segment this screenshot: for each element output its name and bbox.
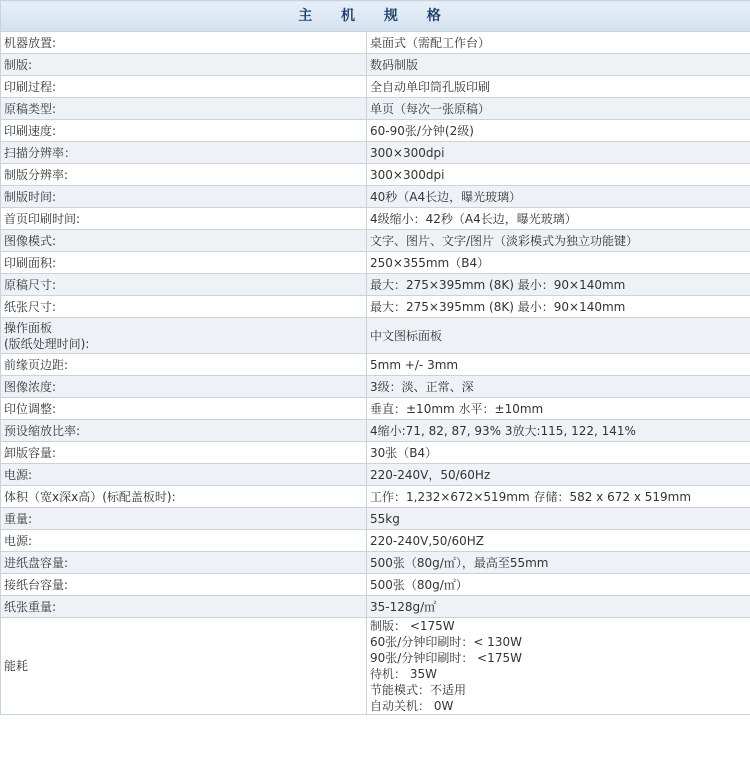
row-label: 接纸台容量: — [1, 574, 367, 596]
table-row — [1, 208, 750, 230]
power-line: 自动关机： 0W — [370, 699, 454, 713]
row-value: 桌面式（需配工作台） — [367, 32, 750, 54]
row-value: 40秒（A4长边，曝光玻璃） — [367, 186, 750, 208]
power-line: 60张/分钟印刷时：< 130W — [370, 635, 522, 649]
row-label: 图像模式: — [1, 230, 367, 252]
row-label: 进纸盘容量: — [1, 552, 367, 574]
row-label: 图像浓度: — [1, 376, 367, 398]
row-label: 机器放置: — [1, 32, 367, 54]
row-label: 印刷面积: — [1, 252, 367, 274]
row-value: 数码制版 — [367, 54, 750, 76]
row-label: 原稿类型: — [1, 98, 367, 120]
row-value: 300×300dpi — [367, 164, 750, 186]
table-row — [1, 464, 750, 486]
row-value: 文字、图片、文字/图片（淡彩模式为独立功能键） — [367, 230, 750, 252]
table-row — [1, 508, 750, 530]
row-value: 4缩小:71, 82, 87, 93% 3放大:115, 122, 141% — [367, 420, 750, 442]
table-row-operation-panel — [1, 318, 750, 354]
row-label: 原稿尺寸: — [1, 274, 367, 296]
row-label: 印位调整: — [1, 398, 367, 420]
power-line: 待机： 35W — [370, 667, 437, 681]
row-label: 预设缩放比率: — [1, 420, 367, 442]
table-row — [1, 274, 750, 296]
row-label: 印刷过程: — [1, 76, 367, 98]
row-label: 纸张尺寸: — [1, 296, 367, 318]
table-row — [1, 186, 750, 208]
row-label: 电源: — [1, 530, 367, 552]
table-title: 主 机 规 格 — [1, 1, 750, 32]
row-value: 300×300dpi — [367, 142, 750, 164]
table-row — [1, 142, 750, 164]
row-label: 体积（宽x深x高）(标配盖板时): — [1, 486, 367, 508]
power-line: 节能模式：不适用 — [370, 683, 467, 697]
row-label-line: (版纸处理时间): — [4, 336, 90, 351]
row-value: 垂直：±10mm 水平：±10mm — [367, 398, 750, 420]
row-value: 5mm +/- 3mm — [367, 354, 750, 376]
row-label: 制版: — [1, 54, 367, 76]
table-row — [1, 354, 750, 376]
row-label-line: 操作面板 — [4, 320, 53, 335]
row-label: 卸版容量: — [1, 442, 367, 464]
header-row — [1, 1, 750, 32]
row-value: 220-240V，50/60Hz — [367, 464, 750, 486]
row-value: 500张（80g/㎡） — [367, 574, 750, 596]
table-row — [1, 486, 750, 508]
power-line: 90张/分钟印刷时： <175W — [370, 651, 522, 665]
row-value: 500张（80g/㎡），最高至55mm — [367, 552, 750, 574]
row-label: 制版分辨率: — [1, 164, 367, 186]
table-row — [1, 76, 750, 98]
row-value: 55kg — [367, 508, 750, 530]
table-row — [1, 552, 750, 574]
row-value: 60-90张/分钟(2级) — [367, 120, 750, 142]
table-row — [1, 120, 750, 142]
row-value: 工作：1,232×672×519mm 存储：582 x 672 x 519mm — [367, 486, 750, 508]
row-value: 220-240V,50/60HZ — [367, 530, 750, 552]
row-value: 30张（B4） — [367, 442, 750, 464]
table-row-power-consumption — [1, 618, 750, 715]
row-value: 最大：275×395mm (8K) 最小：90×140mm — [367, 296, 750, 318]
row-label: 前缘页边距: — [1, 354, 367, 376]
power-line: 制版： <175W — [370, 619, 455, 633]
row-value: 3级：淡、正常、深 — [367, 376, 750, 398]
row-label: 扫描分辨率： — [1, 142, 367, 164]
table-row — [1, 596, 750, 618]
row-value: 35-128g/㎡ — [367, 596, 750, 618]
row-label: 纸张重量: — [1, 596, 367, 618]
table-row — [1, 574, 750, 596]
row-label — [1, 318, 367, 354]
row-label: 重量: — [1, 508, 367, 530]
table-row — [1, 230, 750, 252]
row-label: 电源: — [1, 464, 367, 486]
table-row — [1, 164, 750, 186]
row-label: 能耗 — [1, 618, 367, 715]
table-row — [1, 54, 750, 76]
row-label: 制版时间: — [1, 186, 367, 208]
row-value: 全自动单印筒孔版印刷 — [367, 76, 750, 98]
row-label: 首页印刷时间: — [1, 208, 367, 230]
table-row — [1, 252, 750, 274]
table-row — [1, 98, 750, 120]
row-value: 4级缩小：42秒（A4长边，曝光玻璃） — [367, 208, 750, 230]
row-value: 单页（每次一张原稿） — [367, 98, 750, 120]
table-row — [1, 420, 750, 442]
table-row — [1, 442, 750, 464]
table-row — [1, 32, 750, 54]
table-row — [1, 296, 750, 318]
table-row — [1, 530, 750, 552]
row-value — [367, 618, 750, 715]
table-row — [1, 398, 750, 420]
row-value: 250×355mm（B4） — [367, 252, 750, 274]
row-label: 印刷速度: — [1, 120, 367, 142]
row-value: 最大：275×395mm (8K) 最小：90×140mm — [367, 274, 750, 296]
table-row — [1, 376, 750, 398]
row-value: 中文图标面板 — [367, 318, 750, 354]
